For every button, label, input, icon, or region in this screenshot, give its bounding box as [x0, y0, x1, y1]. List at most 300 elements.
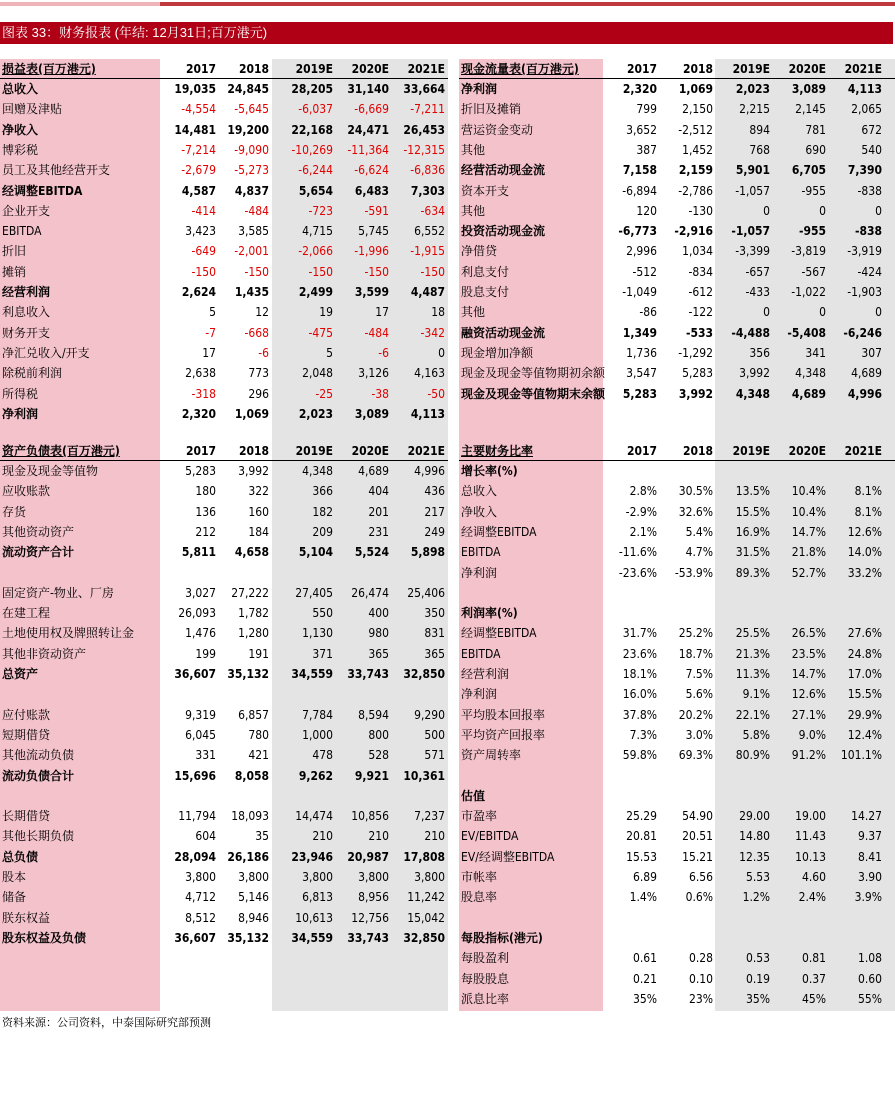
row-value: -6,669 [354, 102, 389, 117]
row-value [812, 461, 882, 481]
row-value: 4,163 [414, 366, 445, 381]
table-row [0, 384, 895, 404]
row-label: 经调整EBITDA [461, 626, 537, 641]
row-value: 14.80 [739, 829, 770, 844]
row-label: 现金及现金等值物期初余额 [461, 366, 606, 381]
row-value: 180 [195, 484, 216, 499]
row-label: 资本开支 [461, 183, 510, 198]
table-row [0, 847, 895, 867]
row-value: 25.2% [678, 626, 713, 641]
row-value: -2.9% [625, 504, 657, 519]
table-row [0, 181, 895, 201]
row-value: 1,452 [682, 142, 713, 157]
row-value: 35,132 [227, 930, 269, 945]
row-label: 股息率 [461, 890, 498, 905]
row-label: 派息比率 [461, 991, 510, 1006]
row-value: 26,453 [403, 122, 445, 137]
row-value: 10,361 [403, 768, 445, 783]
row-value: 12.4% [847, 727, 882, 742]
row-value: 1,034 [682, 244, 713, 259]
row-value: 210 [368, 829, 389, 844]
row-value: 23% [689, 991, 713, 1006]
row-value: 55% [858, 991, 882, 1006]
table-row [0, 282, 895, 302]
row-value: 1,782 [238, 606, 269, 621]
row-value: 35 [255, 829, 269, 844]
row-value: 3,089 [791, 82, 826, 96]
row-value: 4,487 [410, 285, 445, 299]
row-value: 17 [375, 305, 389, 320]
table-row [0, 603, 895, 623]
row-value: -2,512 [678, 122, 713, 137]
row-value: 37.8% [622, 707, 657, 722]
cashflow-col-header-2018: 2018 [682, 62, 713, 76]
row-label: 融资活动现金流 [461, 325, 546, 340]
row-value: 831 [424, 626, 445, 641]
row-value: 3,800 [238, 870, 269, 884]
row-value: 11,794 [178, 809, 216, 824]
row-label: 经营利润 [2, 285, 51, 299]
row-value [812, 583, 882, 603]
row-label: 市盈率 [461, 809, 498, 824]
row-value: 2,638 [185, 366, 216, 381]
balance-title: 资产负债表(百万港元) [2, 444, 120, 458]
row-value: 371 [312, 646, 333, 661]
row-value: 231 [368, 524, 389, 539]
row-value: 2.1% [629, 524, 657, 539]
row-value: 160 [248, 504, 269, 519]
row-value: 4,996 [414, 464, 445, 478]
row-value: 32,850 [403, 667, 445, 681]
row-label: 总资产 [2, 667, 39, 681]
row-value: 10.4% [791, 484, 826, 499]
row-value: 80.9% [735, 748, 770, 763]
row-value: 3,992 [238, 464, 269, 478]
ratios-col-header-2018: 2018 [682, 444, 713, 458]
row-value: 14.7% [791, 524, 826, 539]
row-value: 980 [368, 626, 389, 641]
row-value: 201 [368, 504, 389, 519]
row-label: 其他非资动资产 [2, 646, 87, 661]
row-label: 股东权益及负债 [2, 930, 87, 945]
row-value: -634 [420, 203, 445, 218]
row-value: -5,408 [787, 325, 826, 340]
row-value: -1,022 [791, 285, 826, 299]
row-value: 209 [312, 524, 333, 539]
row-value: 0 [819, 305, 826, 320]
row-value: 781 [805, 122, 826, 137]
table-row [0, 323, 895, 343]
row-value [812, 766, 882, 786]
row-value: 17,808 [403, 849, 445, 864]
row-label: 净利润 [461, 82, 498, 96]
row-value: 8,956 [358, 890, 389, 905]
row-value: -12,315 [403, 142, 445, 157]
row-value: -591 [364, 203, 389, 218]
row-value: 3.90 [857, 870, 882, 884]
row-value: -11.6% [618, 545, 657, 560]
row-value: -475 [308, 325, 333, 340]
row-value: 6,552 [414, 224, 445, 239]
row-value: 5,901 [735, 163, 770, 178]
row-value: 780 [248, 727, 269, 742]
row-value [812, 786, 882, 806]
row-value: 3,800 [302, 870, 333, 884]
row-label: EV/EBITDA [461, 829, 519, 844]
row-value: 3,423 [185, 224, 216, 239]
row-value: -25 [315, 386, 333, 401]
figure-title-banner: 图表 33：财务报表 (年结: 12月31日;百万港元) [0, 22, 893, 44]
row-label: 现金及现金等值物 [2, 464, 99, 478]
row-value: -1,057 [731, 224, 770, 239]
row-value: 3,089 [354, 406, 389, 421]
row-value: -612 [688, 285, 713, 299]
row-label: 在建工程 [2, 606, 51, 621]
row-value: -484 [364, 325, 389, 340]
row-value: 307 [861, 345, 882, 360]
row-label: 净利润 [2, 406, 39, 421]
source-note: 资料来源：公司资料，中泰国际研究部预测 [2, 1017, 211, 1029]
row-value: -6,836 [410, 163, 445, 178]
row-value: 0 [875, 305, 882, 320]
row-value: 36,607 [174, 667, 216, 681]
row-value: 25.29 [626, 809, 657, 824]
row-value: 15.5% [735, 504, 770, 519]
row-value: -1,903 [847, 285, 882, 299]
row-label: 总收入 [2, 82, 39, 96]
row-value: 2,320 [181, 406, 216, 421]
row-value: -130 [688, 203, 713, 218]
row-value: 3,800 [414, 870, 445, 884]
table-row [0, 461, 895, 481]
row-label: 折旧及摊销 [461, 102, 522, 117]
row-value: 2,320 [622, 82, 657, 96]
row-value: 478 [312, 748, 333, 763]
table-row [0, 684, 895, 704]
row-value: 894 [749, 122, 770, 137]
row-value: 4,689 [358, 464, 389, 478]
row-value: -7 [205, 325, 216, 340]
row-value: 5,811 [181, 545, 216, 560]
row-value: -50 [427, 386, 445, 401]
row-value: 249 [424, 524, 445, 539]
row-value: 23.5% [791, 646, 826, 661]
row-value: 0 [819, 203, 826, 218]
row-value: -649 [191, 244, 216, 259]
row-label: 除税前利润 [2, 366, 63, 381]
row-value: 800 [368, 727, 389, 742]
row-value: 5,283 [185, 464, 216, 478]
row-value: -2,679 [181, 163, 216, 178]
row-value: -23.6% [618, 565, 657, 580]
income-title: 损益表(百万港元) [2, 62, 96, 76]
table-row [0, 542, 895, 562]
cashflow-title: 现金流量表(百万港元) [461, 62, 579, 76]
table-row [0, 867, 895, 887]
balance-col-header-2017: 2017 [185, 444, 216, 458]
row-value: 28,205 [291, 82, 333, 96]
row-label: 企业开支 [2, 203, 51, 218]
row-value: 27.1% [791, 707, 826, 722]
row-label: 所得税 [2, 386, 39, 401]
row-value: 0.10 [688, 971, 713, 986]
row-value: 18 [431, 305, 445, 320]
row-value: -7,214 [181, 142, 216, 157]
row-value: 6.89 [632, 870, 657, 884]
row-value: 184 [248, 524, 269, 539]
table-row [0, 766, 895, 786]
row-value: 19 [319, 305, 333, 320]
row-value: -512 [632, 264, 657, 279]
row-value: 9,290 [414, 707, 445, 722]
table-row [0, 363, 895, 383]
row-label: 现金增加净额 [461, 345, 534, 360]
row-value: -53.9% [674, 565, 713, 580]
row-value: 3.0% [685, 727, 713, 742]
row-value: 0.37 [801, 971, 826, 986]
row-value: 4,113 [847, 82, 882, 96]
row-value: 11.3% [735, 667, 770, 681]
table-row [0, 928, 895, 948]
row-value: 799 [636, 102, 657, 117]
row-value: 528 [368, 748, 389, 763]
row-value: -6,037 [298, 102, 333, 117]
row-value: -6,894 [622, 183, 657, 198]
row-value: 3,992 [678, 386, 713, 401]
row-value: 14.27 [851, 809, 882, 824]
row-value: 29.00 [739, 809, 770, 824]
row-value: 33.2% [847, 565, 882, 580]
table-row [0, 120, 895, 140]
table-row [0, 806, 895, 826]
income-col-header-2017: 2017 [185, 62, 216, 76]
row-label: 净收入 [461, 504, 498, 519]
row-label: 流动负债合计 [2, 768, 75, 783]
row-value: 24.8% [847, 646, 882, 661]
row-value: -342 [420, 325, 445, 340]
row-value: 3,126 [358, 366, 389, 381]
row-value: 0.6% [685, 890, 713, 905]
balance-col-header-2021E: 2021E [407, 444, 445, 458]
ratios-col-header-2020E: 2020E [788, 444, 826, 458]
ratios-title: 主要财务比率 [461, 444, 534, 458]
row-value: 8,512 [185, 910, 216, 925]
row-value: 387 [636, 142, 657, 157]
row-value: 0.61 [632, 951, 657, 966]
row-value: 7,303 [410, 183, 445, 198]
row-value: -3,919 [847, 244, 882, 259]
row-value: 27,222 [231, 585, 269, 600]
row-value: 4,712 [185, 890, 216, 905]
row-value: 35% [746, 991, 770, 1006]
row-value: 436 [424, 484, 445, 499]
row-value: 4,689 [851, 366, 882, 381]
row-value: 21.8% [791, 545, 826, 560]
row-value: 768 [749, 142, 770, 157]
row-value: 27,405 [295, 585, 333, 600]
row-value: -668 [244, 325, 269, 340]
row-value: -6,624 [354, 163, 389, 178]
row-label: 员工及其他经营开支 [2, 163, 111, 178]
row-value: 18.7% [678, 646, 713, 661]
row-value: 199 [195, 646, 216, 661]
row-label: 营运资金变动 [461, 122, 534, 137]
row-value: -1,292 [678, 345, 713, 360]
cashflow-col-header-2019E: 2019E [732, 62, 770, 76]
row-value: 11.43 [795, 829, 826, 844]
row-value: 3.9% [854, 890, 882, 905]
row-value: 10,613 [295, 910, 333, 925]
table-row [0, 908, 895, 928]
row-label: 其他 [461, 142, 486, 157]
row-value: 0 [763, 203, 770, 218]
row-value: 1,280 [238, 626, 269, 641]
row-value: 14,481 [174, 122, 216, 137]
row-label: 投资活动现金流 [461, 224, 546, 239]
row-value: 28,094 [174, 849, 216, 864]
table-row [0, 79, 895, 99]
row-value: 19,035 [174, 82, 216, 96]
row-value: -38 [371, 386, 389, 401]
row-value: 571 [424, 748, 445, 763]
row-value: 24,845 [227, 82, 269, 96]
row-value: 322 [248, 484, 269, 499]
row-value: -1,049 [622, 285, 657, 299]
row-value: 404 [368, 484, 389, 499]
row-value: 20.2% [678, 707, 713, 722]
row-value: 23.6% [622, 646, 657, 661]
table-row [0, 725, 895, 745]
row-value: 331 [195, 748, 216, 763]
row-value: 4,348 [735, 386, 770, 401]
row-value: -1,996 [354, 244, 389, 259]
row-value: -5,645 [234, 102, 269, 117]
row-value: 34,559 [291, 930, 333, 945]
row-value: 5.6% [685, 687, 713, 702]
row-value: 101.1% [840, 748, 882, 763]
row-value: -723 [308, 203, 333, 218]
row-value: -9,090 [234, 142, 269, 157]
row-value: 350 [424, 606, 445, 621]
row-value: 17 [202, 345, 216, 360]
row-value: -6,773 [618, 224, 657, 239]
row-value: 31.5% [735, 545, 770, 560]
row-value: 2,996 [626, 244, 657, 259]
table-row [0, 343, 895, 363]
row-value: 14.7% [791, 667, 826, 681]
row-label: EBITDA [2, 224, 42, 239]
row-value: 91.2% [791, 748, 826, 763]
row-label: 其他 [461, 203, 486, 218]
row-value: 0 [875, 203, 882, 218]
row-value: 1,349 [622, 325, 657, 340]
row-value: 17.0% [847, 667, 882, 681]
table-row [0, 786, 895, 806]
row-value: 1.2% [742, 890, 770, 905]
row-value: -3,399 [735, 244, 770, 259]
row-value: 7,390 [847, 163, 882, 178]
row-label: 股本 [2, 870, 27, 884]
row-value: 33,743 [347, 930, 389, 945]
row-label: 财务开支 [2, 325, 51, 340]
row-value: 12,756 [351, 910, 389, 925]
row-value: 400 [368, 606, 389, 621]
row-value: 26,093 [178, 606, 216, 621]
income-col-header-2019E: 2019E [295, 62, 333, 76]
row-value: -11,364 [347, 142, 389, 157]
table-row [0, 241, 895, 261]
row-value: 8,594 [358, 707, 389, 722]
row-value: 1.4% [629, 890, 657, 905]
row-value: 3,599 [354, 285, 389, 299]
row-value: 5,283 [682, 366, 713, 381]
top-accent-line [0, 0, 895, 7]
row-value: 4,348 [795, 366, 826, 381]
row-value: 6.56 [688, 870, 713, 884]
row-value: 24,471 [347, 122, 389, 137]
row-value: 365 [424, 646, 445, 661]
row-value: 500 [424, 727, 445, 742]
row-value: -150 [308, 264, 333, 279]
row-label: 估值 [461, 788, 486, 803]
row-value: 7.3% [629, 727, 657, 742]
table-row [0, 221, 895, 241]
top-accent-red [160, 2, 895, 6]
row-value: 32.6% [678, 504, 713, 519]
row-value: 7.5% [685, 667, 713, 681]
row-value: 11,242 [407, 890, 445, 905]
row-value: 4,587 [181, 183, 216, 198]
row-value: 5,898 [410, 545, 445, 560]
table-row [0, 745, 895, 765]
income-col-header-2018: 2018 [238, 62, 269, 76]
row-value: 1,069 [678, 82, 713, 96]
row-value: 5,654 [298, 183, 333, 198]
row-value: -4,554 [181, 102, 216, 117]
row-label: 每股指标(港元) [461, 930, 543, 945]
row-value: 7,158 [622, 163, 657, 178]
row-value: 0.21 [632, 971, 657, 986]
row-value: -318 [191, 386, 216, 401]
cashflow-col-header-2021E: 2021E [844, 62, 882, 76]
balance-col-header-2020E: 2020E [351, 444, 389, 458]
row-value: 1,000 [302, 727, 333, 742]
row-label: EBITDA [461, 646, 501, 661]
balance-col-header-2019E: 2019E [295, 444, 333, 458]
table-row [0, 623, 895, 643]
row-value: 0.19 [745, 971, 770, 986]
row-label: 增长率(%) [461, 464, 518, 478]
row-value: 8,946 [238, 910, 269, 925]
row-value: 5,283 [622, 386, 657, 401]
row-value: 7,784 [302, 707, 333, 722]
row-value: 4.7% [685, 545, 713, 560]
row-label: 股息支付 [461, 285, 510, 299]
row-value: 18,093 [231, 809, 269, 824]
row-value: 5.8% [742, 727, 770, 742]
row-label [461, 583, 603, 603]
row-value: 2,145 [795, 102, 826, 117]
row-label: 朕东权益 [2, 910, 51, 925]
row-value: 16.9% [735, 524, 770, 539]
row-value: -7,211 [410, 102, 445, 117]
row-value: -533 [685, 325, 713, 340]
row-label: 净汇兑收入/开支 [2, 345, 90, 360]
row-value: -150 [420, 264, 445, 279]
row-value: 25.5% [735, 626, 770, 641]
row-value: 3,800 [185, 870, 216, 884]
row-value: -433 [745, 285, 770, 299]
